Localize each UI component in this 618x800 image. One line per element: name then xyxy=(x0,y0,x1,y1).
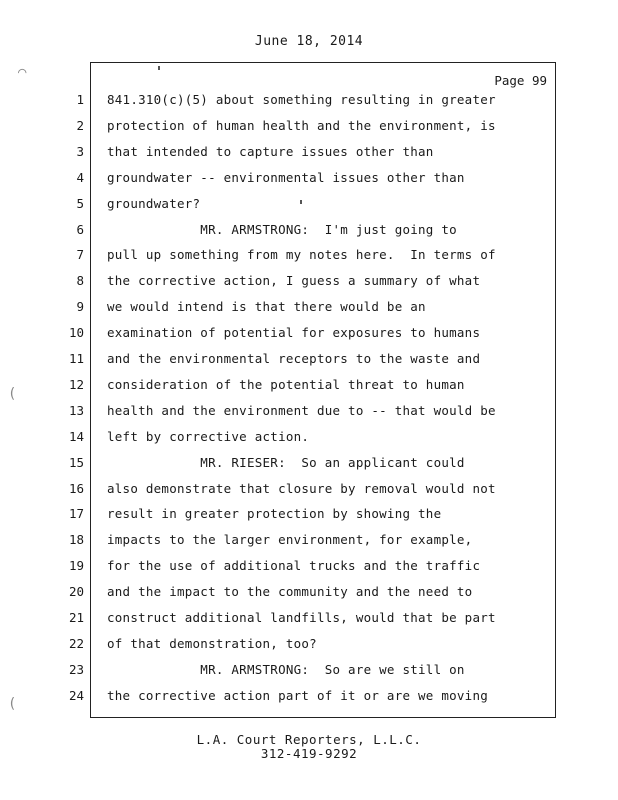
footer-phone: 312-419-9292 xyxy=(260,746,358,761)
transcript-line: also demonstrate that closure by removal would not xyxy=(107,480,496,496)
transcript-line: of that demonstration, too? xyxy=(107,635,317,651)
transcript-line: that intended to capture issues other than xyxy=(107,143,434,159)
line-number: 15 xyxy=(68,454,84,470)
page-label: Page 99 xyxy=(494,73,547,88)
line-number: 24 xyxy=(68,687,84,703)
transcript-line: construct additional landfills, would that be part xyxy=(107,610,496,625)
header-date: June 18, 2014 xyxy=(254,34,364,49)
line-number: 3 xyxy=(76,143,84,159)
line-number: 20 xyxy=(68,584,84,600)
line-number: 6 xyxy=(76,221,84,237)
transcript-line: MR. RIESER: So an applicant could xyxy=(107,454,465,470)
transcript-line: protection of human health and the environment, is xyxy=(107,117,496,133)
transcript-line: left by corrective action. xyxy=(107,428,310,444)
margin-mark-top: ⌒ xyxy=(18,64,27,80)
line-number: 23 xyxy=(68,661,84,677)
line-number: 4 xyxy=(76,169,84,185)
line-number: 10 xyxy=(68,325,84,341)
line-number: 12 xyxy=(68,376,84,392)
transcript-line: the corrective action, I guess a summary of what xyxy=(107,273,481,289)
transcript-line: groundwater? xyxy=(107,195,201,211)
transcript-line: and the environmental receptors to the waste and xyxy=(107,351,481,366)
line-number: 7 xyxy=(76,247,84,263)
footer-company: L.A. Court Reporters, L.L.C. xyxy=(196,732,422,747)
line-number: 13 xyxy=(68,402,84,418)
line-number: 17 xyxy=(68,506,84,522)
transcript-line: MR. ARMSTRONG: So are we still on xyxy=(107,661,465,677)
scan-tick xyxy=(300,200,302,204)
transcript-line: for the use of additional trucks and the traffic xyxy=(107,558,481,574)
transcript-line: impacts to the larger environment, for example, xyxy=(107,532,473,548)
transcript-line: 841.310(c)(5) about something resulting in greater xyxy=(107,92,496,107)
line-number: 19 xyxy=(68,558,84,574)
line-number: 9 xyxy=(76,299,84,315)
transcript-line: health and the environment due to -- that would be xyxy=(107,402,496,418)
line-number: 22 xyxy=(68,635,84,651)
transcript-line: groundwater -- environmental issues other than xyxy=(107,169,465,185)
line-number: 11 xyxy=(68,351,84,366)
line-number: 16 xyxy=(68,480,84,496)
margin-mark-middle: ( xyxy=(8,386,17,402)
transcript-line: MR. ARMSTRONG: I'm just going to xyxy=(107,221,457,237)
transcript-line: examination of potential for exposures to humans xyxy=(107,325,481,341)
transcript-line: pull up something from my notes here. In terms of xyxy=(107,247,496,263)
line-number: 18 xyxy=(68,532,84,548)
line-number: 8 xyxy=(76,273,84,289)
transcript-line: the corrective action part of it or are we moving xyxy=(107,687,489,703)
transcript-line: and the impact to the community and the need to xyxy=(107,584,473,600)
line-number: 2 xyxy=(76,117,84,133)
transcript-line: consideration of the potential threat to human xyxy=(107,376,465,392)
line-number: 14 xyxy=(68,428,84,444)
line-number: 1 xyxy=(76,92,84,107)
scan-tick xyxy=(158,66,160,70)
line-number: 5 xyxy=(76,195,84,211)
transcript-line: result in greater protection by showing the xyxy=(107,506,442,522)
transcript-line: we would intend is that there would be an xyxy=(107,299,426,315)
line-number: 21 xyxy=(68,610,84,625)
margin-mark-bottom: ( xyxy=(8,696,17,712)
